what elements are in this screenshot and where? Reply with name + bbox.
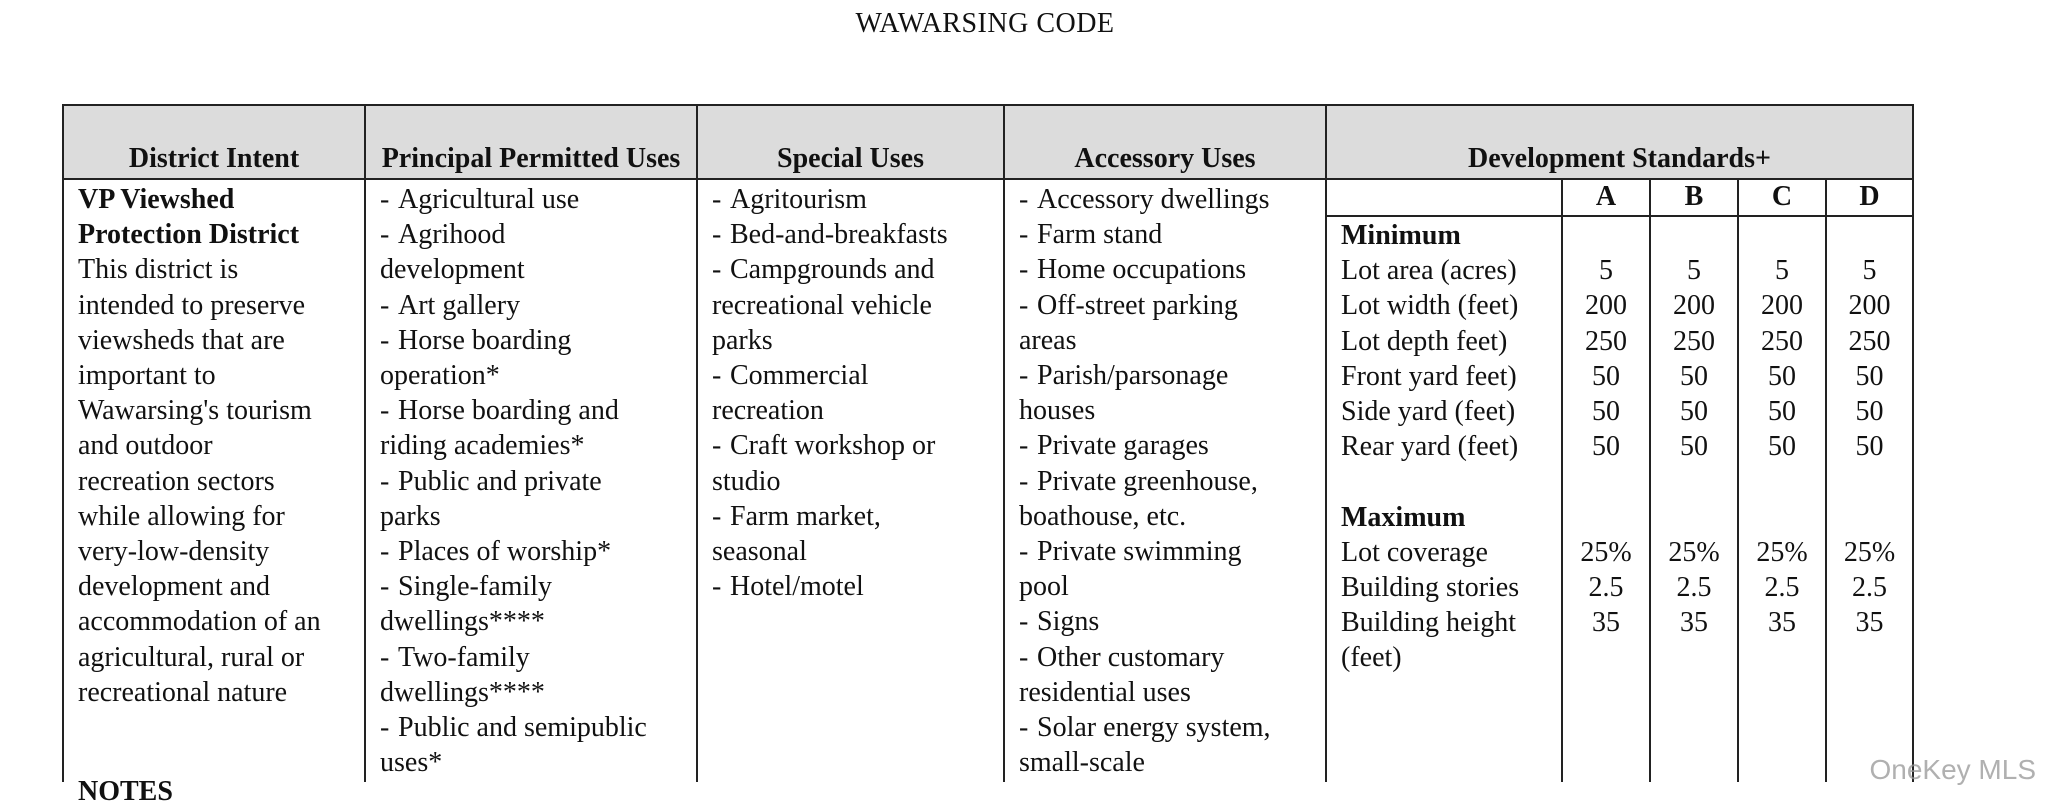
principal-use-item-text: Places of worship* (398, 536, 612, 568)
standards-value: 200 (1848, 290, 1891, 322)
special-use-item: - Agritourism (712, 184, 867, 215)
standards-value: 200 (1673, 290, 1715, 322)
accessory-use-item: - Solar energy system, small-scale (1019, 712, 1271, 779)
header-district-intent: District Intent (128, 143, 300, 174)
table-body-row (64, 180, 1912, 782)
special-use-item: - Campgrounds and recreational vehicle parks (712, 254, 935, 356)
accessory-use-item-text: small-scale (1019, 747, 1145, 779)
district-description-line: This district is (78, 254, 239, 286)
accessory-use-item: - Farm stand (1019, 219, 1163, 251)
header-principal-permitted-uses: Principal Permitted Uses (364, 106, 696, 178)
standards-value: 250 (1673, 325, 1715, 357)
standards-value: 50 (1768, 360, 1796, 392)
standards-row-label: Lot width (feet) (1341, 290, 1519, 322)
standards-value (1827, 218, 1912, 253)
standards-value (1827, 500, 1912, 535)
standards-value (1651, 218, 1737, 253)
standards-value: 50 (1592, 360, 1620, 392)
header-accessory-uses: Accessory Uses (1003, 106, 1325, 178)
principal-use-item-text: Public and semipublic (398, 712, 647, 744)
special-use-item-text: Farm market, (730, 500, 881, 532)
district-description-line: intended to preserve (78, 289, 306, 321)
special-use-item: - Craft workshop or studio (712, 430, 936, 497)
standards-row-label: Lot coverage (1341, 536, 1488, 568)
accessory-use-item: - Private greenhouse, boathouse, etc. (1019, 465, 1258, 532)
standards-value: 50 (1680, 431, 1708, 463)
accessory-use-item-text: Private greenhouse, (1037, 465, 1258, 497)
accessory-use-item: - Parish/parsonage houses (1019, 360, 1229, 427)
principal-use-item: - Horse boarding and riding academies* (380, 395, 619, 462)
standards-column-c: C (1737, 180, 1825, 215)
principal-use-item-text: Public and private (398, 465, 602, 497)
accessory-use-item: - Off-street parking areas (1019, 289, 1238, 356)
special-use-item-text: Hotel/motel (730, 571, 864, 603)
principal-use-item: - Agricultural use (380, 184, 580, 215)
standards-values-a (1561, 217, 1649, 782)
standards-value: 5 (1599, 255, 1613, 287)
accessory-use-item-text: residential uses (1019, 676, 1191, 708)
notes-heading: NOTES (78, 776, 173, 807)
special-use-item-text: Bed-and-breakfasts (730, 219, 948, 251)
watermark: OneKey MLS (1869, 754, 2036, 785)
principal-use-item: - Places of worship* (380, 536, 612, 568)
accessory-use-item-text: Solar energy system, (1037, 712, 1271, 744)
standards-row-label: Rear yard (feet) (1341, 431, 1519, 463)
accessory-use-item-text: pool (1019, 571, 1069, 603)
standards-value (1563, 464, 1649, 499)
standards-value: 2.5 (1588, 571, 1624, 603)
standards-value (1563, 500, 1649, 535)
standards-values-d (1825, 217, 1912, 782)
standards-section-label: Maximum (1341, 501, 1466, 533)
accessory-use-item-text: houses (1019, 395, 1096, 427)
development-standards-cell (1325, 180, 1912, 782)
special-use-item: - Farm market, seasonal (712, 500, 881, 568)
district-description-line: while allowing for (78, 500, 285, 532)
standards-column-a: A (1561, 180, 1649, 215)
accessory-use-item: - Private garages (1019, 430, 1209, 462)
standards-value: 25% (1843, 536, 1896, 568)
standards-labels (1327, 217, 1561, 782)
standards-value: 200 (1761, 290, 1803, 322)
standards-value: 5 (1862, 255, 1877, 287)
special-use-item-text: studio (712, 465, 781, 497)
accessory-use-item: - Home occupations (1019, 254, 1247, 286)
standards-value: 25% (1668, 536, 1720, 568)
standards-value (1827, 464, 1912, 499)
district-name-line2: Protection District (78, 219, 300, 251)
district-description (78, 252, 364, 710)
principal-use-item-text: Horse boarding (398, 324, 572, 356)
standards-value: 5 (1687, 255, 1701, 287)
accessory-use-item: - Accessory dwellings (1019, 184, 1270, 215)
standards-value: 50 (1855, 395, 1884, 427)
standards-value (1739, 464, 1825, 499)
principal-use-item: - Two-family dwellings**** (380, 641, 545, 708)
principal-use-item-text: Agricultural use (398, 184, 580, 215)
special-use-item-text: parks (712, 324, 773, 356)
district-description-line: recreational nature (78, 676, 288, 708)
principal-use-item-text: riding academies* (380, 430, 585, 462)
table-header-row (64, 106, 1912, 180)
accessory-use-item-text: boathouse, etc. (1019, 500, 1187, 532)
principal-use-item-text: Art gallery (398, 289, 521, 321)
principal-use-item-text: Horse boarding and (398, 395, 619, 427)
standards-row-label: Building height (1341, 607, 1516, 639)
principal-use-item-text: parks (380, 500, 441, 532)
standards-row-label: Side yard (feet) (1341, 395, 1516, 427)
special-use-item: - Commercial recreation (712, 360, 869, 427)
standards-value (1827, 640, 1912, 675)
accessory-use-item-text: Off-street parking (1037, 289, 1238, 321)
special-use-item-text: Agritourism (730, 184, 867, 215)
principal-use-item: - Public and private parks (380, 465, 602, 532)
standards-value: 50 (1768, 395, 1796, 427)
standards-value (1739, 640, 1825, 675)
accessory-use-item: - Private swimming pool (1019, 536, 1242, 603)
standards-row-label (1341, 464, 1561, 499)
standards-label-header (1327, 180, 1561, 215)
district-description-line: agricultural, rural or (78, 641, 305, 673)
accessory-uses-list (1003, 180, 1325, 782)
standards-row-label: Lot area (acres) (1341, 255, 1517, 287)
standards-value: 50 (1680, 360, 1708, 392)
principal-use-item-text: uses* (380, 747, 443, 779)
district-description-line: recreation sectors (78, 465, 275, 497)
principal-uses-list (364, 180, 696, 782)
standards-values-b (1649, 217, 1737, 782)
principal-use-item-text: Agrihood (398, 219, 506, 251)
district-description-line: viewsheds that are (78, 324, 285, 356)
special-use-item: - Bed-and-breakfasts (712, 219, 948, 251)
principal-use-item-text: operation* (380, 360, 500, 392)
standards-value (1651, 500, 1737, 535)
standards-value: 250 (1585, 325, 1627, 357)
standards-value (1739, 500, 1825, 535)
district-description-line: development and (78, 571, 271, 603)
standards-row-label: (feet) (1341, 642, 1402, 674)
standards-value: 2.5 (1852, 571, 1887, 603)
accessory-use-item-text: Accessory dwellings (1037, 184, 1270, 215)
principal-use-item-text: dwellings**** (380, 676, 545, 708)
standards-value: 5 (1775, 255, 1789, 287)
accessory-use-item-text: Farm stand (1037, 219, 1163, 251)
accessory-use-item-text: Private garages (1037, 430, 1209, 462)
principal-use-item: - Art gallery (380, 289, 521, 321)
standards-value: 35 (1768, 607, 1796, 639)
district-name-line1: VP Viewshed (78, 184, 235, 215)
special-use-item-text: seasonal (712, 536, 807, 568)
accessory-use-item-text: Home occupations (1037, 254, 1247, 286)
district-description-line: and outdoor (78, 430, 213, 462)
special-use-item-text: recreation (712, 395, 824, 427)
principal-use-item: - Single-family dwellings**** (380, 571, 552, 638)
standards-value: 25% (1580, 536, 1632, 568)
principal-use-item: - Public and semipublic uses* (380, 712, 647, 779)
standards-value: 35 (1855, 607, 1884, 639)
standards-value: 50 (1592, 431, 1620, 463)
header-development-standards: Development Standards+ (1325, 106, 1912, 178)
special-use-item-text: recreational vehicle (712, 289, 932, 321)
special-use-item-text: Craft workshop or (730, 430, 936, 462)
special-uses-list (696, 180, 1003, 782)
standards-value: 50 (1855, 360, 1884, 392)
standards-value: 200 (1585, 290, 1627, 322)
standards-value (1651, 640, 1737, 675)
standards-body (1327, 217, 1912, 782)
standards-value: 250 (1848, 325, 1891, 357)
principal-use-item: - Agrihood development (380, 219, 525, 286)
principal-use-item-text: Two-family (398, 641, 530, 673)
standards-values-c (1737, 217, 1825, 782)
district-description-line: Wawarsing's tourism (78, 395, 312, 427)
accessory-use-item: - Other customary residential uses (1019, 641, 1225, 708)
special-use-item: - Hotel/motel (712, 571, 864, 603)
principal-use-item: - Horse boarding operation* (380, 324, 572, 392)
accessory-use-item-text: areas (1019, 324, 1077, 356)
district-intent-cell (64, 180, 364, 782)
standards-value: 50 (1768, 431, 1796, 463)
standards-value (1739, 218, 1825, 253)
district-description-line: important to (78, 360, 216, 392)
standards-value: 35 (1680, 607, 1708, 639)
standards-column-header (1327, 180, 1912, 217)
principal-use-item-text: Single-family (398, 571, 552, 603)
accessory-use-item-text: Other customary (1037, 641, 1225, 673)
standards-value: 2.5 (1764, 571, 1800, 603)
zoning-table (62, 104, 1914, 782)
standards-value: 250 (1761, 325, 1803, 357)
accessory-use-item-text: Private swimming (1037, 536, 1242, 568)
district-description-line: accommodation of an (78, 606, 321, 638)
standards-value: 25% (1756, 536, 1808, 568)
standards-row-label: Building stories (1341, 571, 1520, 603)
header-special-uses: Special Uses (696, 106, 1003, 178)
district-description-line: very-low-density (78, 536, 270, 568)
standards-value (1563, 218, 1649, 253)
standards-row-label: Lot depth feet) (1341, 325, 1508, 357)
special-use-item-text: Commercial (730, 360, 869, 392)
standards-value: 35 (1592, 607, 1620, 639)
principal-use-item-text: dwellings**** (380, 606, 545, 638)
standards-column-d: D (1825, 180, 1912, 215)
special-use-item-text: Campgrounds and (730, 254, 935, 286)
accessory-use-item-text: Signs (1037, 606, 1100, 638)
standards-value: 2.5 (1676, 571, 1712, 603)
standards-value: 50 (1592, 395, 1620, 427)
standards-value (1651, 464, 1737, 499)
standards-row-label: Front yard feet) (1341, 360, 1517, 392)
standards-value: 50 (1680, 395, 1708, 427)
principal-use-item-text: development (380, 254, 525, 286)
standards-column-b: B (1649, 180, 1737, 215)
standards-value (1563, 640, 1649, 675)
accessory-use-item-text: Parish/parsonage (1037, 360, 1229, 392)
standards-value: 50 (1855, 431, 1884, 463)
standards-section-label: Minimum (1341, 220, 1461, 251)
accessory-use-item: - Signs (1019, 606, 1100, 638)
document-title: WAWARSING CODE (855, 8, 1115, 39)
